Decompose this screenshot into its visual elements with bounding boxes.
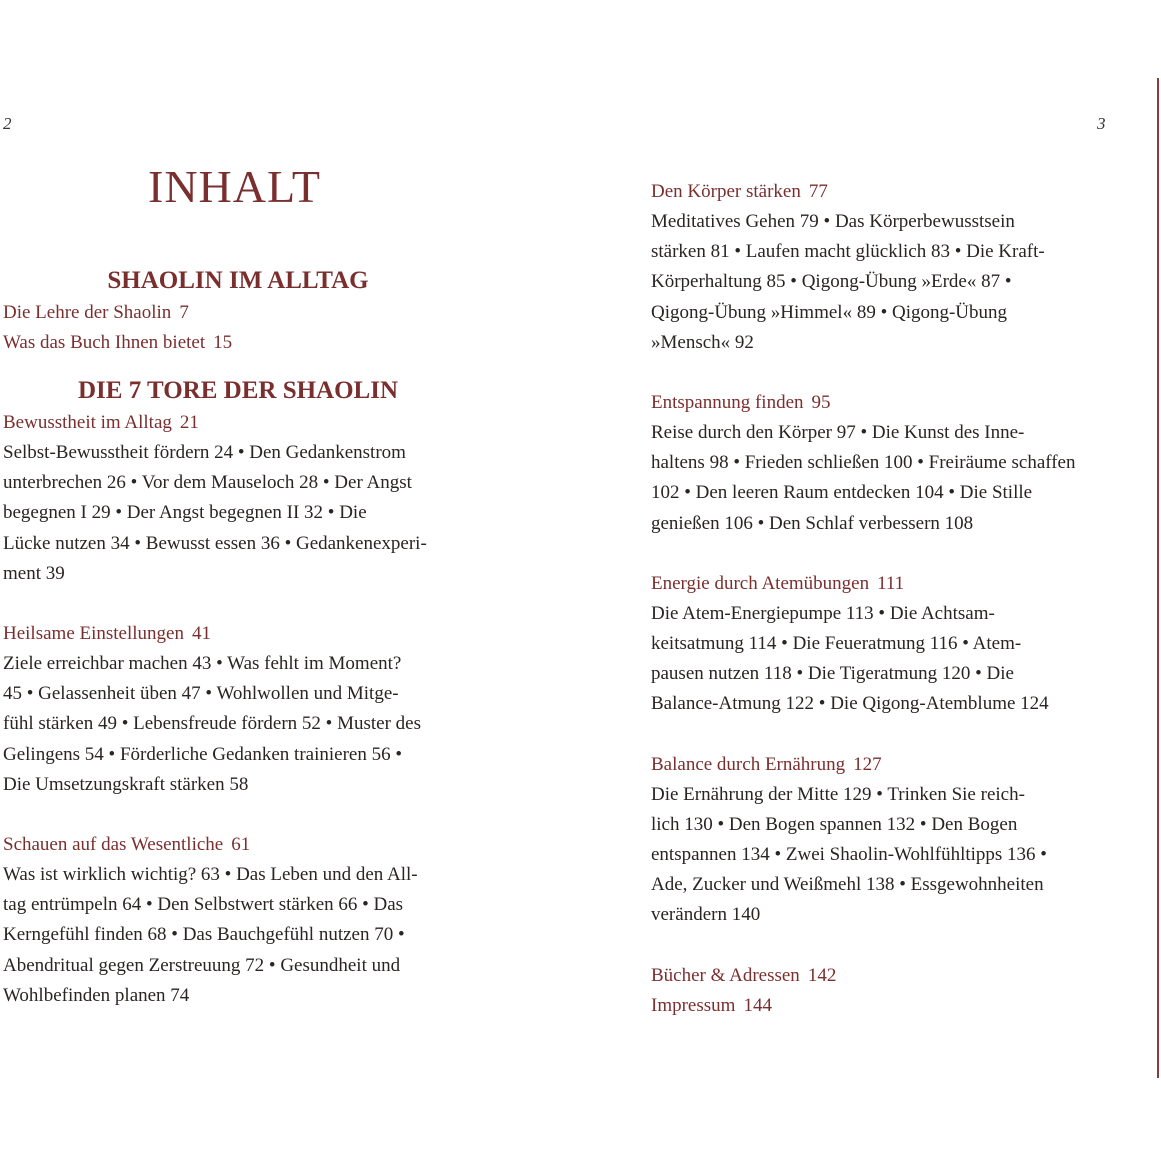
chapter-page: 61 — [231, 834, 251, 856]
chapter-contents-balance: Die Ernährung der Mitte 129 • Trinken Sie reich- lich 130 • Den Bogen spannen 132 • Den Bogen entspannen 134 • Zwei Shaolin-Wohlfühltipps 136 • Ade, Zucker und Weißmehl 138 • Essgewohnheiten verändern 140 — [651, 783, 1047, 926]
page-number-left: 2 — [3, 114, 12, 133]
entry-title: Impressum — [651, 994, 736, 1016]
chapter-page: 77 — [808, 181, 828, 202]
chapter-contents-schauen: Was ist wirklich wichtig? 63 • Das Leben und den All- tag entrümpeln 64 • Den Selbstwert stärken 66 • Das Kerngefühl finden 68 • Das Bauchgefühl nutzen 70 • Abendritual gegen Zerstreuung 72 • Gesundheit und Wohlbefinden planen 74 — [3, 864, 418, 1006]
chapter-title: Heilsame Einstellungen — [3, 623, 184, 645]
chapter-title-energie — [651, 569, 1121, 599]
chapter-contents-heilsame: Ziele erreichbar machen 43 • Was fehlt im Moment? 45 • Gelassenheit üben 47 • Wohlwollen und Mitge- fühl stärken 49 • Lebensfreude fördern 52 • Muster des Gelingens 54 • Förderliche Gedanken trainieren 56 • Die Umsetzungskraft stärken 58 — [3, 653, 421, 795]
toc-entry-impressum — [651, 991, 1121, 1021]
chapter-title: Schauen auf das Wesentliche — [3, 834, 224, 856]
chapter-title: Energie durch Atemübungen — [651, 572, 870, 594]
chapter-page: 41 — [191, 623, 211, 645]
page-number-right: 3 — [1097, 114, 1106, 133]
chapter-title-koerper — [651, 177, 1121, 207]
entry-page: 15 — [213, 332, 233, 353]
chapter-title-bewusstheit — [3, 408, 473, 438]
chapter-page: 21 — [179, 412, 199, 433]
entry-title: Bücher & Adressen — [651, 964, 800, 986]
chapter-title: Balance durch Ernährung — [651, 753, 846, 775]
page-edge-line — [1157, 78, 1159, 1078]
page-title: INHALT — [148, 161, 321, 212]
chapter-title-entspannung — [651, 388, 1121, 418]
entry-title: Was das Buch Ihnen bietet — [3, 332, 206, 353]
chapter-title: Entspannung finden — [651, 392, 804, 414]
chapter-page: 95 — [811, 392, 831, 414]
chapter-title: Den Körper stärken — [651, 181, 801, 202]
chapter-contents-bewusstheit: Selbst-Bewusstheit fördern 24 • Den Gedankenstrom unterbrechen 26 • Vor dem Mauseloch 28 • Der Angst begegnen I 29 • Der Angst begegnen II 32 • Die Lücke nutzen 34 • Bewusst essen 36 • Gedankenexperi- ment 39 — [3, 442, 427, 584]
chapter-page: 111 — [877, 572, 905, 594]
chapter-title: Bewusstheit im Alltag — [3, 412, 172, 433]
section-heading-shaolin-im-alltag: SHAOLIN IM ALLTAG — [107, 267, 369, 294]
entry-page: 142 — [807, 964, 837, 986]
entry-page: 7 — [179, 302, 189, 323]
entry-page: 144 — [743, 994, 772, 1016]
toc-entry-buecher — [651, 961, 1121, 991]
chapter-title-balance — [651, 750, 1121, 780]
toc-left-column — [3, 264, 473, 1011]
chapter-title-heilsame — [3, 619, 473, 649]
toc-right-column — [651, 177, 1121, 1021]
chapter-contents-koerper: Meditatives Gehen 79 • Das Körperbewusstsein stärken 81 • Laufen macht glücklich 83 • Die Kraft- Körperhaltung 85 • Qigong-Übung »Erde« 87 • Qigong-Übung »Himmel« 89 • Qigong-Übung »Mensch« 92 — [651, 211, 1045, 353]
toc-entry-die-lehre — [3, 298, 473, 328]
chapter-title-schauen — [3, 830, 473, 860]
chapter-page: 127 — [853, 753, 882, 775]
entry-title: Die Lehre der Shaolin — [3, 302, 172, 323]
chapter-contents-energie: Die Atem-Energiepumpe 113 • Die Achtsam- keitsatmung 114 • Die Feueratmung 116 • Atem- pausen nutzen 118 • Die Tigeratmung 120 • Die Balance-Atmung 122 • Die Qigong-Atemblume 124 — [651, 602, 1049, 715]
chapter-contents-entspannung: Reise durch den Körper 97 • Die Kunst des Inne- haltens 98 • Frieden schließen 100 • Freiräume schaffen 102 • Den leeren Raum entdecken 104 • Die Stille genießen 106 • Den Schlaf verbessern 108 — [651, 422, 1076, 534]
toc-entry-was-das-buch — [3, 328, 473, 358]
section-heading-die-7-tore: DIE 7 TORE DER SHAOLIN — [78, 377, 398, 404]
